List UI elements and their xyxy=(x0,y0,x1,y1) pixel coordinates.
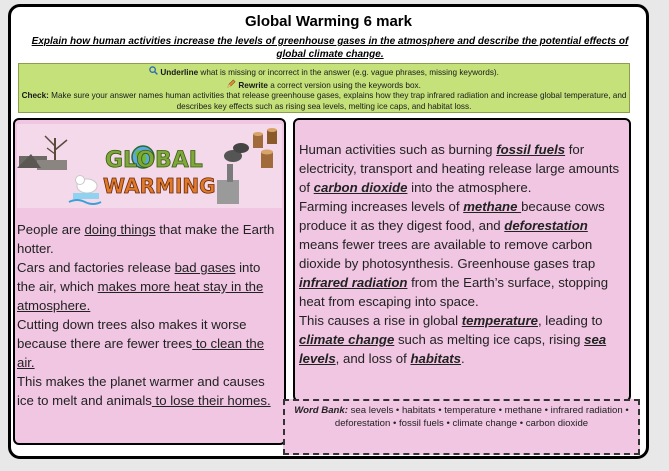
global-warming-banner xyxy=(17,124,282,208)
keyword: methane xyxy=(463,199,522,214)
rewrite-label: Rewrite xyxy=(238,80,268,90)
word-bank-box xyxy=(283,399,640,455)
keyword: infrared radiation xyxy=(299,275,408,290)
check-instruction xyxy=(19,91,629,112)
keyword: habitats xyxy=(410,351,462,366)
underlined-phrase: bad gases xyxy=(174,260,236,275)
magnifier-icon xyxy=(149,66,158,78)
student-answer-panel xyxy=(13,118,286,445)
keyword: climate change xyxy=(299,332,395,347)
banner-illustration xyxy=(17,124,282,208)
pencil-icon xyxy=(227,79,236,91)
worksheet-title: Global Warming 6 mark xyxy=(245,13,412,30)
model-answer-panel xyxy=(293,118,631,402)
keyword: deforestation xyxy=(504,218,588,233)
keyword: fossil fuels xyxy=(496,142,566,157)
check-label: Check: xyxy=(21,91,49,100)
underline-label: Underline xyxy=(160,68,199,77)
keyword: sea levels xyxy=(299,332,607,366)
keyword: carbon dioxide xyxy=(313,180,408,195)
underlined-phrase: makes more heat stay in the atmosphere. xyxy=(17,279,264,313)
banner-word-global: GLOBAL xyxy=(105,148,203,173)
student-paragraph-4: This makes the planet warmer and causes ice to melt and animals to lose their homes. xyxy=(17,374,271,408)
banner-word-warming: WARMING xyxy=(103,174,216,198)
student-paragraph-3: Cutting down trees also makes it worse because there are fewer trees to clean the air. xyxy=(17,317,265,370)
student-answer-text xyxy=(17,220,279,410)
model-paragraph-1: Human activities such as burning fossil fuels for electricity, transport and heating release large amounts of carbon dioxide into the atmosphere. xyxy=(299,142,620,195)
word-bank-label: Word Bank: xyxy=(294,405,348,416)
keyword: temperature xyxy=(461,313,538,328)
student-paragraph-1: People are doing things that make the Earth hotter. xyxy=(17,222,275,256)
question-prompt: Explain how human activities increase the levels of greenhouse gases in the atmosphere and describe the potential effects of global climate change. xyxy=(31,36,629,60)
instructions-box xyxy=(18,63,630,113)
model-paragraph-3: This causes a rise in global temperature, leading to climate change such as melting ice caps, rising sea levels, and loss of habitats. xyxy=(299,313,607,366)
rewrite-text: a correct version using the keywords box. xyxy=(270,80,421,90)
underlined-phrase: to lose their homes. xyxy=(151,393,271,408)
model-answer-text xyxy=(299,140,627,368)
underline-text: what is missing or incorrect in the answer (e.g. vague phrases, missing keywords). xyxy=(200,68,499,77)
underline-instruction xyxy=(19,66,629,79)
underlined-phrase: to clean the air. xyxy=(17,336,265,370)
check-text: Make sure your answer names human activities that release greenhouse gases, explains how they trap infrared radiation and increase global temperature, and describes key effects such as rising sea levels, melting ice caps, and habitat loss. xyxy=(51,91,627,111)
word-bank-words: sea levels • habitats • temperature • methane • infrared radiation • deforestation • fossil fuels • climate change • carbon dioxide xyxy=(334,405,629,429)
student-paragraph-2: Cars and factories release bad gases into the air, which makes more heat stay in the atmosphere. xyxy=(17,260,264,313)
rewrite-instruction xyxy=(19,79,629,92)
model-paragraph-2: Farming increases levels of methane because cows produce it as they digest food, and deforestation means fewer trees are available to remove carbon dioxide by photosynthesis. Greenhouse gases trap infrared radiation from the Earth’s surface, stopping heat from escaping into space. xyxy=(299,199,609,309)
underlined-phrase: doing things xyxy=(84,222,156,237)
